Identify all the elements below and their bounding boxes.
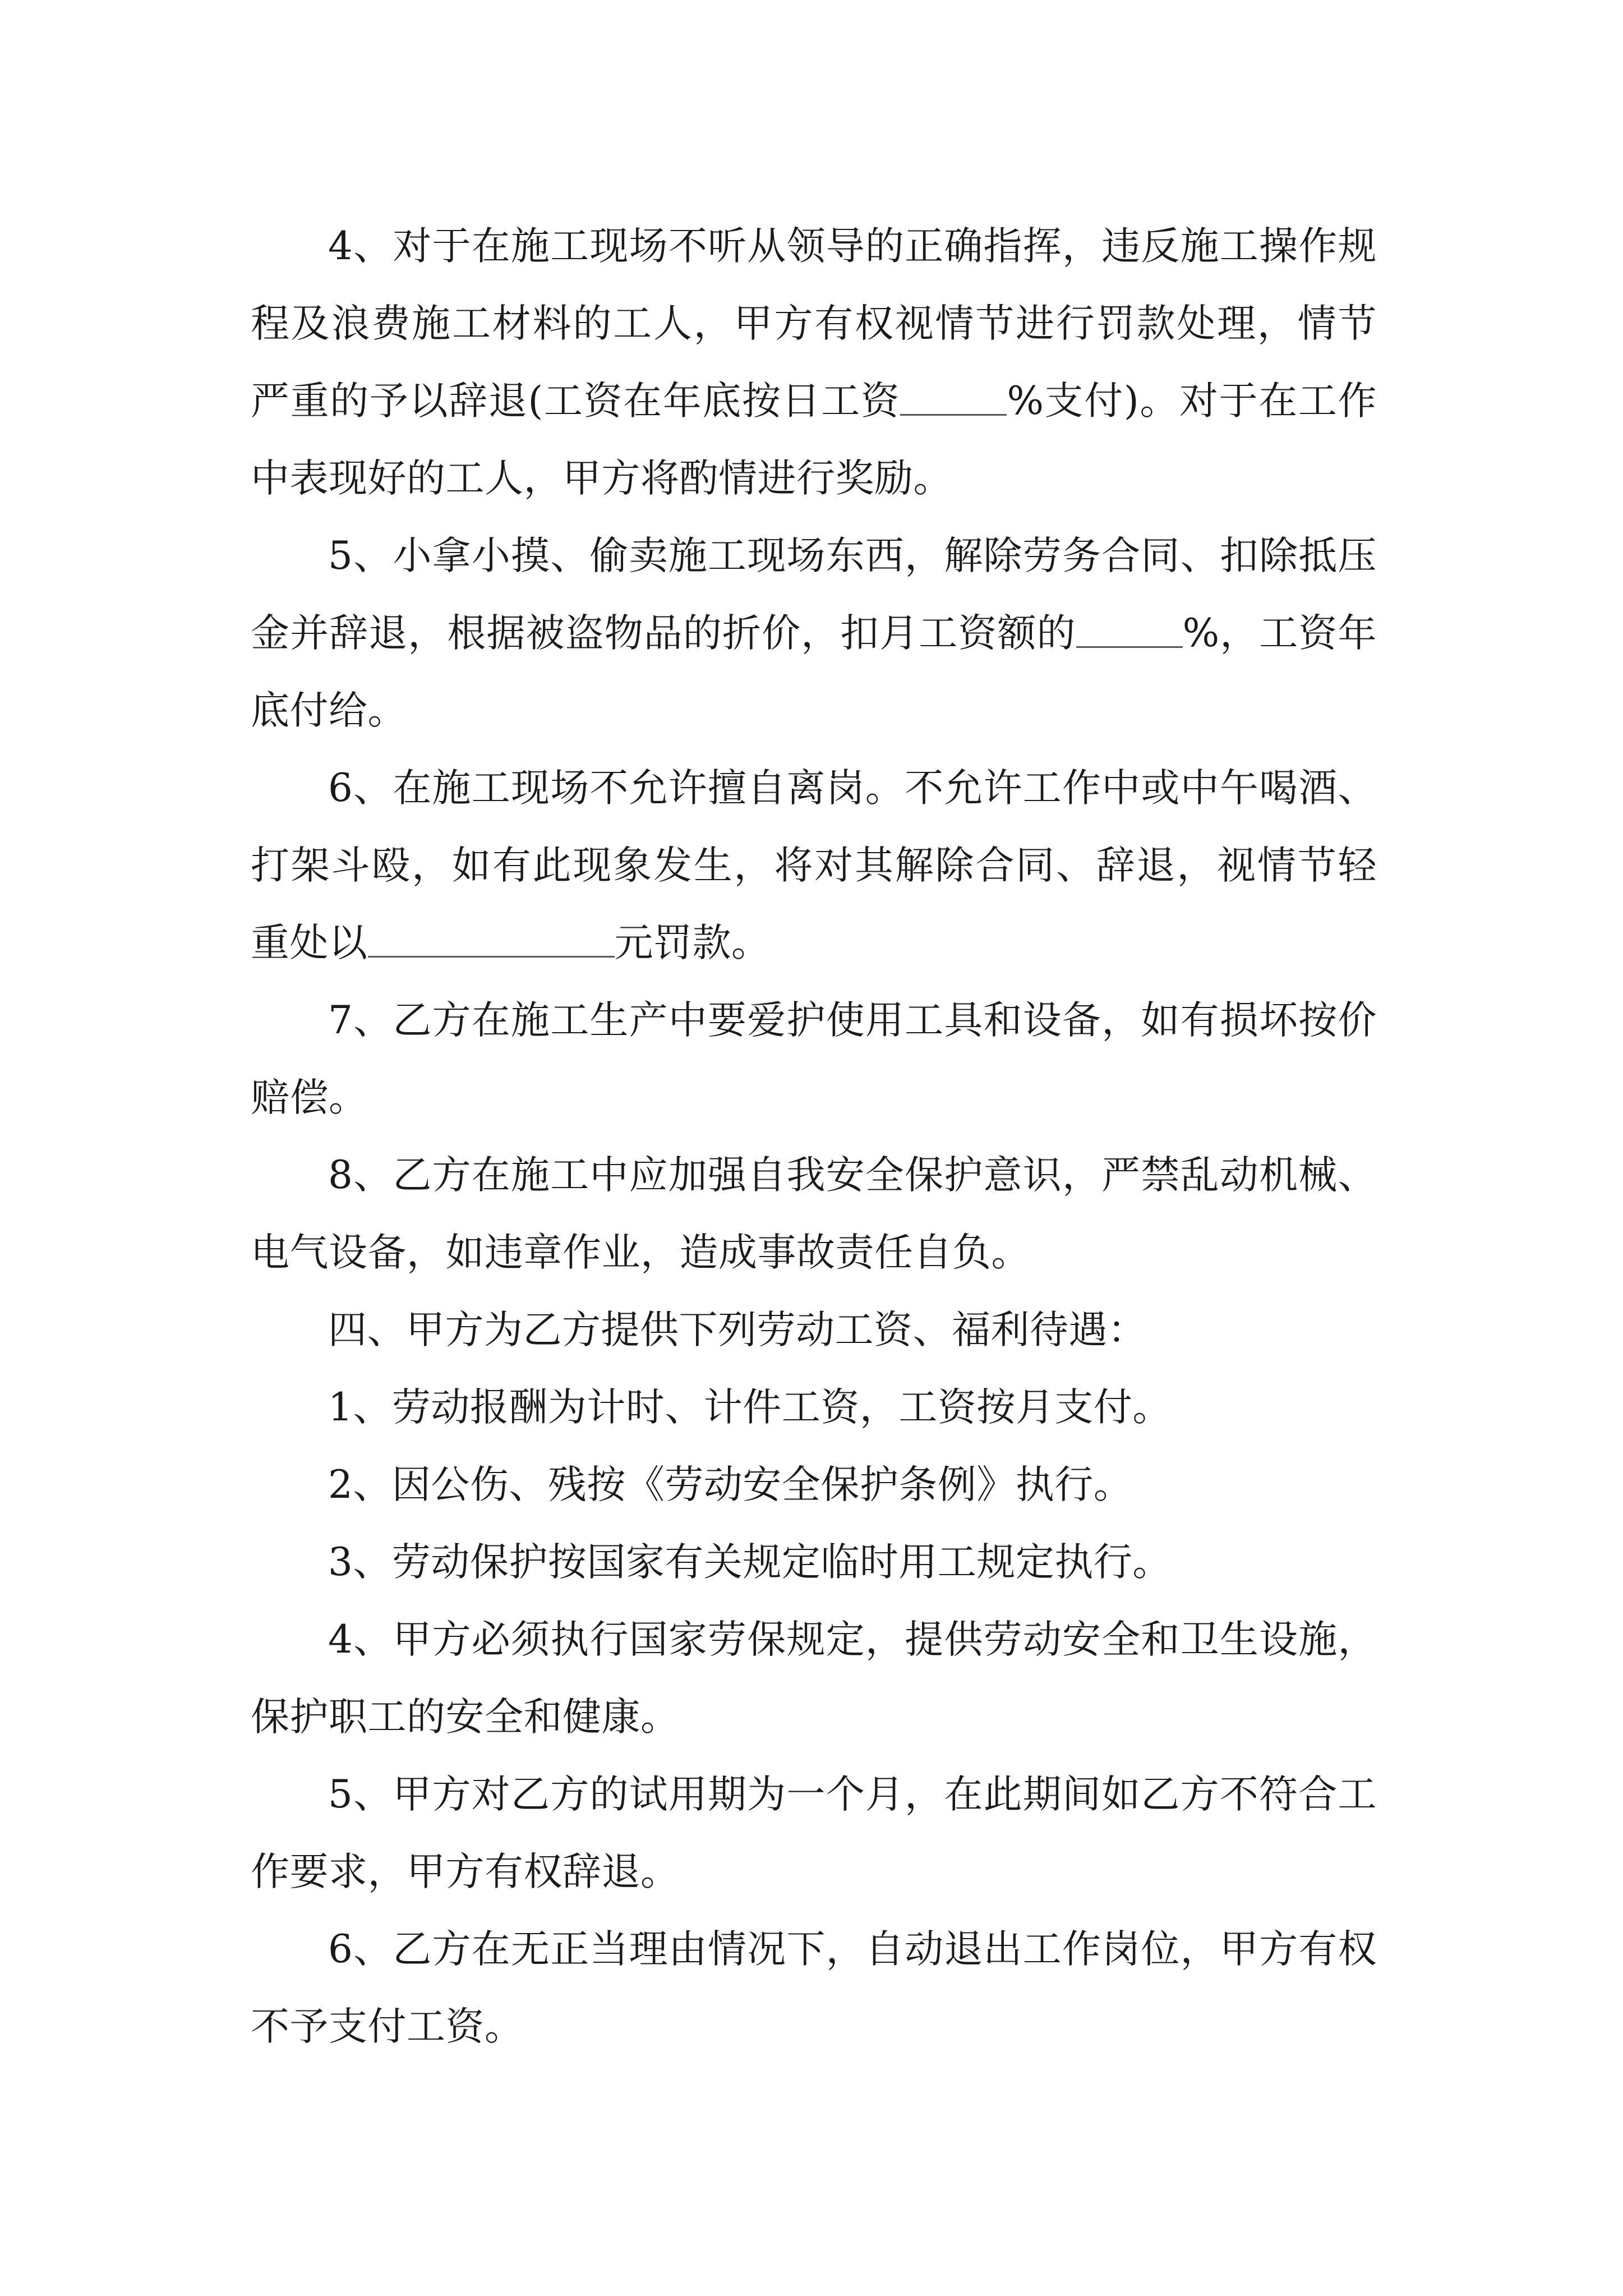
document-body [251,208,1377,2065]
clause-text: %，工资年底付给。 [251,611,1377,733]
clause-work-injury: 2、因公伤、残按《劳动安全保护条例》执行。 [328,1462,1133,1507]
clause-labor-protection: 3、劳动保护按国家有关规定临时用工规定执行。 [328,1540,1172,1585]
fill-in-blank[interactable] [1076,610,1183,648]
fill-in-blank[interactable] [368,919,615,958]
clause-violation-penalty [251,208,1377,517]
clause-remuneration: 1、劳动报酬为计时、计件工资，工资按月支付。 [328,1385,1172,1430]
clause-probation: 5、甲方对乙方的试用期为一个月，在此期间如乙方不符合工作要求，甲方有权辞退。 [251,1772,1377,1894]
clause-safety-facilities: 4、甲方必须执行国家劳保规定，提供劳动安全和卫生设施，保护职工的安全和健康。 [251,1617,1377,1740]
clause-equipment-care: 7、乙方在施工生产中要爱护使用工具和设备，如有损坏按价赔偿。 [251,998,1377,1120]
clause-unjustified-leave: 6、乙方在无正当理由情况下，自动退出工作岗位，甲方有权不予支付工资。 [251,1927,1377,2049]
clause-safety-awareness: 8、乙方在施工中应加强自我安全保护意识，严禁乱动机械、电气设备，如违章作业，造成事故责任自负。 [251,1153,1377,1275]
fill-in-blank[interactable] [900,378,1007,416]
clause-text: 5、小拿小摸、偷卖施工现场东西，解除劳务合同、扣除抵压金并辞退，根据被盗物品的折价，扣月工资额的 [251,533,1377,656]
clause-leaving-post [251,749,1377,982]
clause-text: 6、在施工现场不允许擅自离岗。不允许工作中或中午喝酒、打架斗殴，如有此现象发生，将对其解除合同、辞退，视情节轻重处以 [251,766,1377,965]
clause-text: 元罚款。 [614,921,771,965]
section-heading-wages-benefits: 四、甲方为乙方提供下列劳动工资、福利待遇： [328,1308,1147,1352]
clause-text: 4、对于在施工现场不听从领导的正确指挥，违反施工操作规程及浪费施工材料的工人，甲方有权视情节进行罚款处理，情节严重的予以辞退(工资在年底按日工资 [251,224,1377,424]
clause-text: %支付)。对于在工作中表现好的工人，甲方将酌情进行奖励。 [251,379,1377,501]
clause-theft [251,517,1377,749]
